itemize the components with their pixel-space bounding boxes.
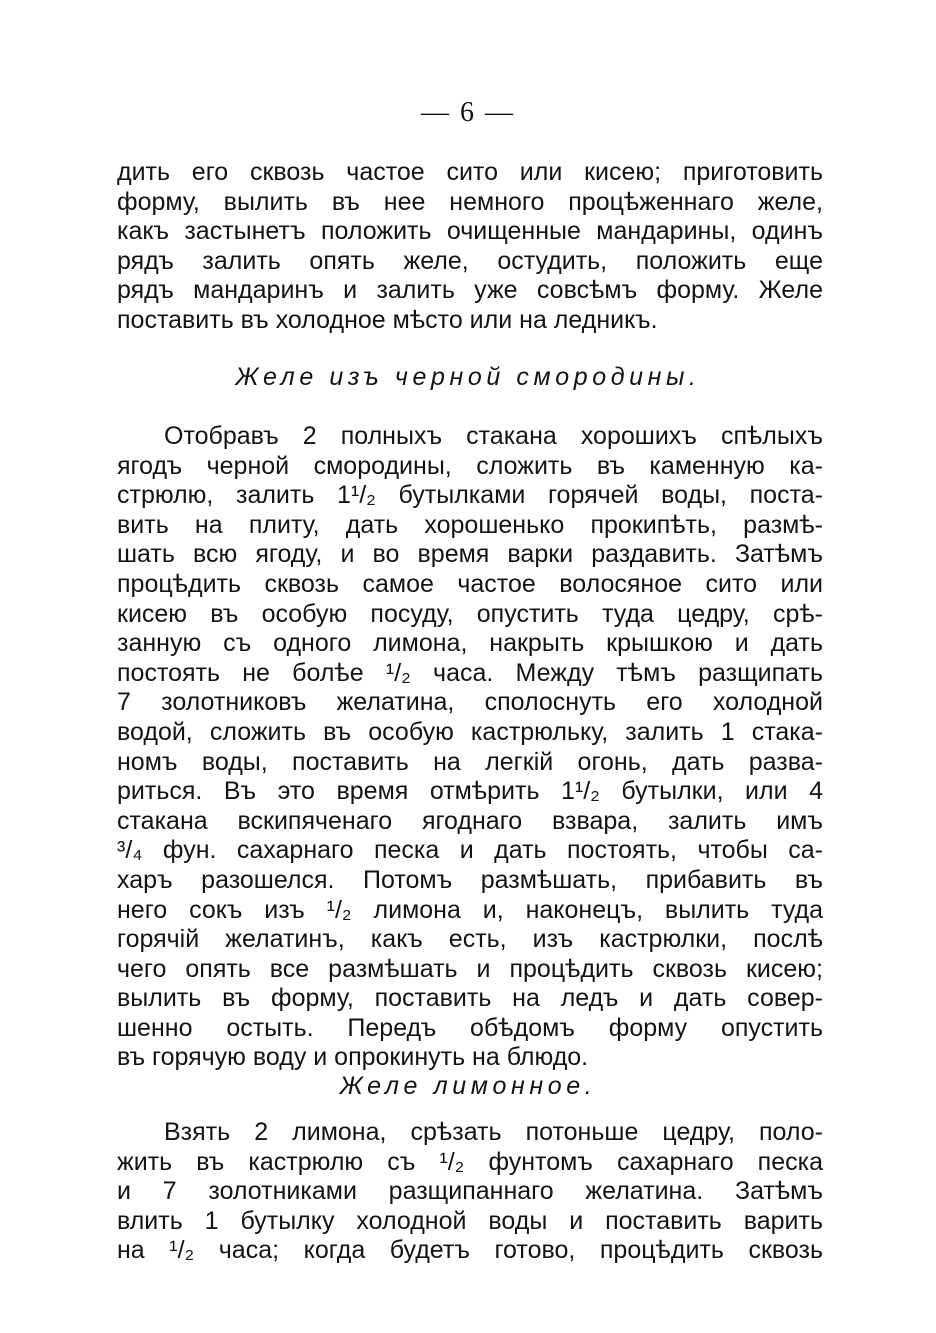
text-line: рядъ залить опять желе, остудить, положить еще [117,246,823,275]
text-line: кисею въ особую посуду, опустить туда цедру, срѣ- [117,599,823,628]
paragraph-lemon-jelly [117,1118,823,1266]
text-line: постоять не болѣе ¹/₂ часа. Между тѣмъ разщипать [117,658,823,687]
text-line: риться. Въ это время отмѣрить 1¹/₂ бутылки, или 4 [117,777,823,806]
text-line: горячій желатинъ, какъ есть, изъ кастрюлки, послѣ [117,925,823,954]
paragraph-tangerine-jelly-end [117,158,823,336]
text-line: харъ разошелся. Потомъ размѣшать, прибавить въ [117,865,823,894]
text-line: дить его сквозь частое сито или кисею; приготовить [117,158,823,186]
heading-black-currant-jelly: Желе изъ черной смородины. [235,363,701,391]
paragraph-black-currant-jelly [117,422,823,1073]
text-line: вылить въ форму, поставить на ледъ и дать совер- [117,984,823,1013]
text-line: какъ застынетъ положить очищенные мандарины, одинъ [117,217,823,246]
heading-lemon-jelly: Желе лимонное. [339,1072,597,1100]
text-line: стакана вскипяченаго ягоднаго взвара, залить имъ [117,806,823,835]
text-line: Взять 2 лимона, срѣзать потоньше цедру, поло- [164,1118,823,1146]
text-line: вить на плиту, дать хорошенько прокипѣть, размѣ- [117,510,823,539]
text-line: него сокъ изъ ¹/₂ лимона и, наконецъ, вылить туда [117,895,823,924]
text-line: ягодъ черной смородины, сложить въ каменную ка- [117,451,823,480]
text-line: форму, вылить въ нее немного процѣженнаго желе, [117,187,823,216]
text-line: водой, сложить въ особую кастрюльку, залить 1 стака- [117,717,823,746]
text-line: занную съ одного лимона, накрыть крышкою и дать [117,629,823,658]
text-line: поставить въ холодное мѣсто или на ледникъ. [117,305,658,334]
text-line: на ¹/₂ часа; когда будетъ готово, процѣдить сквозь [117,1236,823,1265]
text-line: стрюлю, залить 1¹/₂ бутылками горячей воды, поста- [117,481,823,510]
page-number: — 6 — [421,97,515,128]
text-line: Отобравъ 2 полныхъ стакана хорошихъ спѣлыхъ [164,422,823,450]
text-line: номъ воды, поставить на легкій огонь, дать разва- [117,747,823,776]
text-line: процѣдить сквозь самое частое волосяное сито или [117,569,823,598]
text-line: жить въ кастрюлю съ ¹/₂ фунтомъ сахарнаго песка [117,1147,823,1176]
text-line: рядъ мандаринъ и залить уже совсѣмъ форму. Желе [117,276,823,305]
text-line: ³/₄ фун. сахарнаго песка и дать постоять, чтобы са- [117,836,823,865]
text-line: 7 золотниковъ желатина, сполоснуть его холодной [117,688,823,717]
text-line: шенно остыть. Передъ обѣдомъ форму опустить [117,1013,823,1042]
text-line: чего опять все размѣшать и процѣдить сквозь кисею; [117,954,823,983]
text-line: въ горячую воду и опрокинуть на блюдо. [117,1043,589,1072]
text-line: шать всю ягоду, и во время варки раздавить. Затѣмъ [117,540,823,569]
text-line: и 7 золотниками разщипаннаго желатина. Затѣмъ [117,1177,823,1206]
text-line: влить 1 бутылку холодной воды и поставить варить [117,1206,823,1235]
